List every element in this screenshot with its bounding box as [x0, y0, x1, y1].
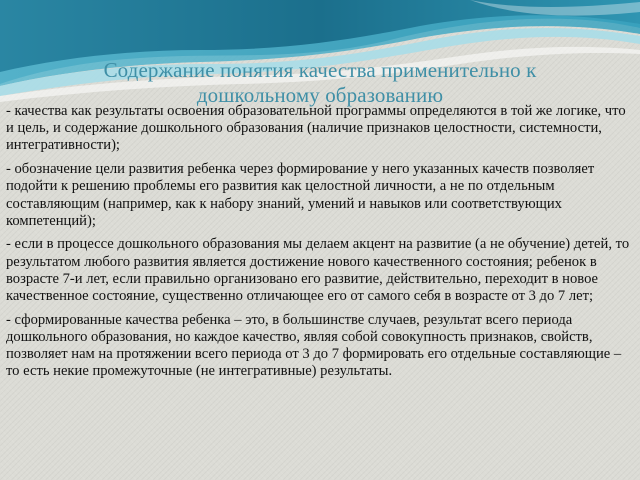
paragraph: - качества как результаты освоения образовательной программы определяются в той же логике, что и цель, и содержание дошкольного образования (наличие признаков целостности, системности, интегративности);	[6, 103, 626, 154]
paragraph: - обозначение цели развития ребенка через формирование у него указанных качеств позволяет подойти к решению проблемы его развития как целостной личности, а не по отдельным составляющим (например, как к набору знаний, умений и навыков или соответствующих компетенций);	[6, 161, 595, 229]
slide-title: Содержание понятия качества применительно к дошкольному образованию	[103, 58, 537, 107]
slide-body	[6, 103, 636, 387]
paragraph: - сформированные качества ребенка – это, в большинстве случаев, результат всего периода дошкольного образования, но каждое качество, являя собой совокупность признаков, свойств, позволяет нам на протяжении всего периода от 3 до 7 формировать его отдельные составляющие – то есть некие промежуточные (не интегративные) результаты.	[6, 311, 622, 380]
paragraph: - если в процессе дошкольного образования мы делаем акцент на развитие (а не обучение) детей, то результатом любого развития является достижение нового качественного состояния; ребенок в возрасте 7-и лет, если правильно организовано его развитие, действительно, переходит в новое качественное состояние, существенно отличающее его от самого себя в возрасте от 3 до 7 лет;	[6, 236, 630, 305]
